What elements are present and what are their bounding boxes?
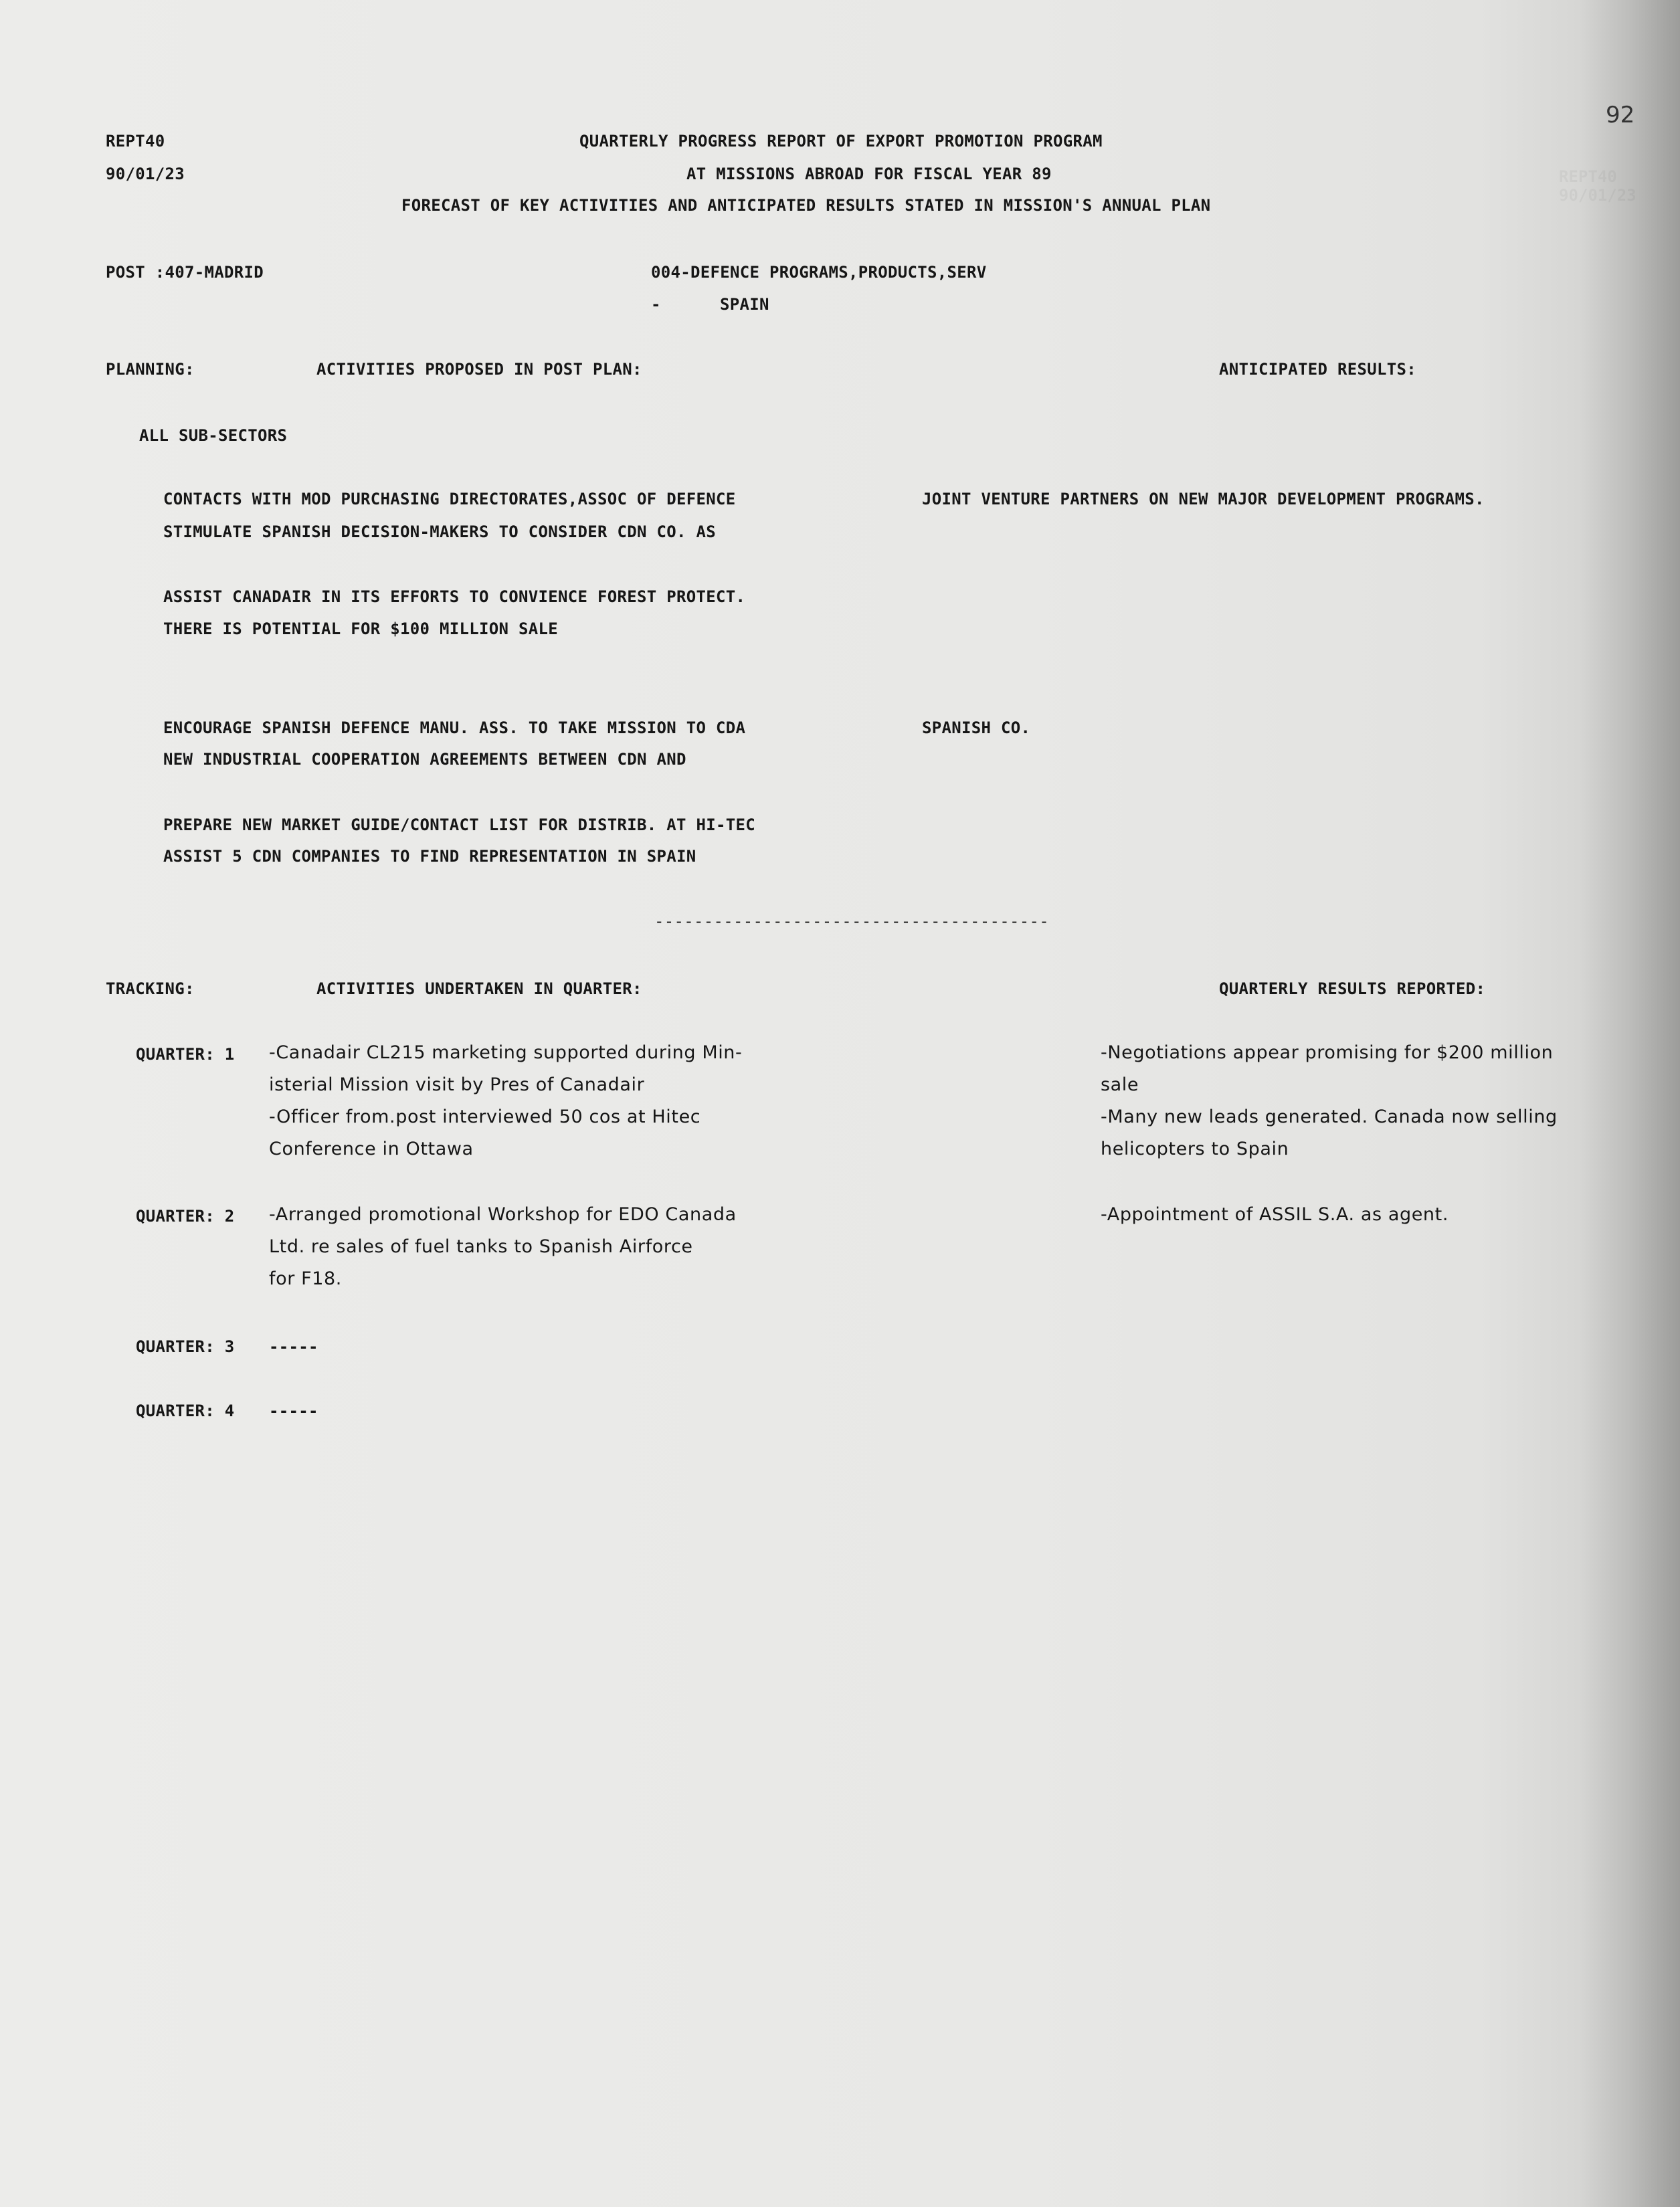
report-date: 90/01/23 (106, 165, 185, 183)
quarter-activity-line: -Arranged promotional Workshop for EDO Canada (269, 1204, 737, 1225)
section-separator: ---------------------------------------- (654, 912, 1049, 931)
planning-activity-line: PREPARE NEW MARKET GUIDE/CONTACT LIST FOR DISTRIB. AT HI-TEC (163, 815, 755, 834)
quarter-result-line: helicopters to Spain (1101, 1139, 1289, 1159)
planning-label: PLANNING: (106, 360, 195, 379)
quarter-result-line: sale (1101, 1074, 1139, 1095)
planning-activity-line: STIMULATE SPANISH DECISION-MAKERS TO CONSIDER CDN CO. AS (163, 522, 716, 541)
quarter-result-line: -Many new leads generated. Canada now selling (1101, 1107, 1558, 1127)
planning-result: JOINT VENTURE PARTNERS ON NEW MAJOR DEVELOPMENT PROGRAMS. (922, 490, 1485, 508)
planning-activity-line: NEW INDUSTRIAL COOPERATION AGREEMENTS BETWEEN CDN AND (163, 750, 686, 769)
planning-result: SPANISH CO. (922, 718, 1031, 737)
quarter-label: QUARTER: 3 (136, 1337, 235, 1356)
report-subtitle: AT MISSIONS ABROAD FOR FISCAL YEAR 89 (686, 165, 1052, 183)
planning-activities-heading: ACTIVITIES PROPOSED IN POST PLAN: (316, 360, 642, 379)
quarter-label: QUARTER: 2 (136, 1207, 235, 1226)
planning-activity-line: CONTACTS WITH MOD PURCHASING DIRECTORATES,ASSOC OF DEFENCE (163, 490, 736, 508)
page-number: 92 (1606, 102, 1635, 128)
planning-activity-line: THERE IS POTENTIAL FOR $100 MILLION SALE (163, 619, 558, 638)
planning-activity-line: ASSIST 5 CDN COMPANIES TO FIND REPRESENTATION IN SPAIN (163, 847, 696, 866)
bleed-through (1559, 167, 1637, 205)
post-label: POST :407-MADRID (106, 263, 264, 282)
quarter-activity-line: Conference in Ottawa (269, 1139, 474, 1159)
quarter-result-line: -Appointment of ASSIL S.A. as agent. (1101, 1204, 1449, 1225)
tracking-label: TRACKING: (106, 979, 195, 998)
country-dash: - (651, 295, 661, 314)
report-forecast-line: FORECAST OF KEY ACTIVITIES AND ANTICIPATED RESULTS STATED IN MISSION'S ANNUAL PLAN (401, 196, 1211, 215)
quarter-activity-line: -Officer from.post interviewed 50 cos at Hitec (269, 1107, 701, 1127)
report-id: REPT40 (106, 132, 165, 151)
quarter-label: QUARTER: 4 (136, 1402, 235, 1420)
tracking-activities-heading: ACTIVITIES UNDERTAKEN IN QUARTER: (316, 979, 642, 998)
quarter-activity-line: Ltd. re sales of fuel tanks to Spanish Airforce (269, 1236, 693, 1257)
quarter-result-line: -Negotiations appear promising for $200 million (1101, 1042, 1554, 1063)
report-title: QUARTERLY PROGRESS REPORT OF EXPORT PROMOTION PROGRAM (579, 132, 1103, 151)
quarter-activity-line: ----- (269, 1337, 318, 1356)
tracking-results-heading: QUARTERLY RESULTS REPORTED: (1219, 979, 1486, 998)
quarter-label: QUARTER: 1 (136, 1045, 235, 1064)
quarter-activity-line: ----- (269, 1402, 318, 1420)
planning-activity-line: ENCOURAGE SPANISH DEFENCE MANU. ASS. TO TAKE MISSION TO CDA (163, 718, 746, 737)
sector-label: 004-DEFENCE PROGRAMS,PRODUCTS,SERV (651, 263, 987, 282)
subsector-label: ALL SUB-SECTORS (139, 426, 288, 445)
country-label: SPAIN (720, 295, 769, 314)
quarter-activity-line: -Canadair CL215 marketing supported during Min- (269, 1042, 743, 1063)
planning-activity-line: ASSIST CANADAIR IN ITS EFFORTS TO CONVIENCE FOREST PROTECT. (163, 587, 746, 606)
quarter-activity-line: isterial Mission visit by Pres of Canadair (269, 1074, 645, 1095)
planning-results-heading: ANTICIPATED RESULTS: (1219, 360, 1416, 379)
quarter-activity-line: for F18. (269, 1268, 342, 1289)
